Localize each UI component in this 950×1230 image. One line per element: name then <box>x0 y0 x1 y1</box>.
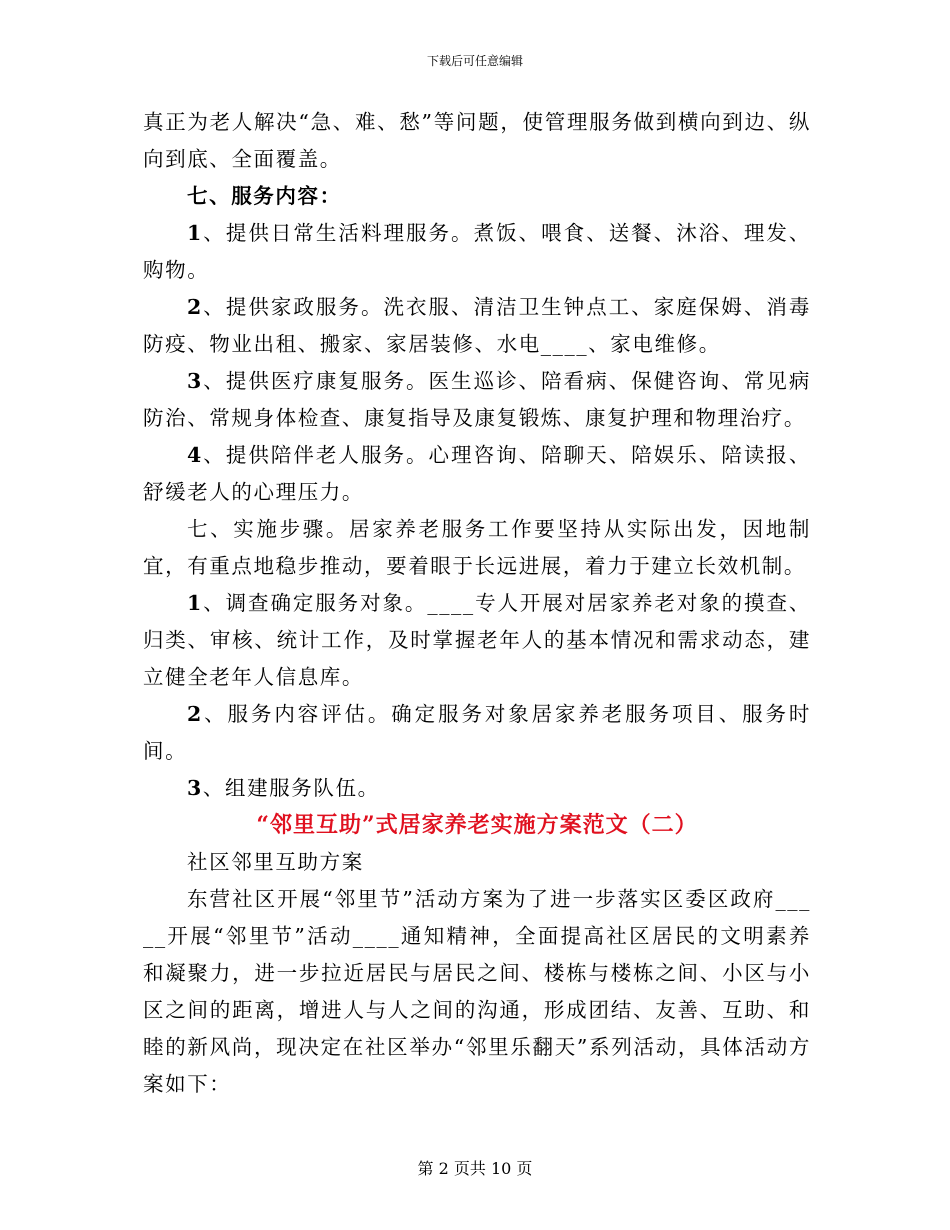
item-number: 2 <box>187 295 203 319</box>
list-item <box>143 363 811 437</box>
document-body <box>143 104 811 1103</box>
list-item <box>143 770 811 807</box>
item-number: 3 <box>187 776 203 800</box>
list-item <box>143 696 811 770</box>
item-text: 、提供陪伴老人服务。心理咨询、陪聊天、陪娱乐、陪读报、舒缓老人的心理压力。 <box>143 443 811 504</box>
item-number: 2 <box>187 702 203 726</box>
list-item <box>143 215 811 289</box>
subtitle: 社区邻里互助方案 <box>187 850 364 874</box>
list-item <box>143 585 811 696</box>
item-number: 4 <box>187 443 203 467</box>
item-text: 、调查确定服务对象。____专人开展对居家养老对象的摸查、归类、审核、统计工作，及时掌握老年人的基本情况和需求动态，建立健全老年人信息库。 <box>143 591 811 689</box>
item-text: 、组建服务队伍。 <box>202 776 380 800</box>
page-footer: 第 2 页共 10 页 <box>417 1159 533 1178</box>
section-title: 七、服务内容： <box>187 184 342 208</box>
item-number: 3 <box>187 369 203 393</box>
page-header: 下载后可任意编辑 <box>426 54 523 68</box>
item-text: 、提供家政服务。洗衣服、清洁卫生钟点工、家庭保姆、消毒防疫、物业出租、搬家、家居装修、水电____、家电维修。 <box>143 295 811 356</box>
item-number: 1 <box>187 221 203 245</box>
paragraph: 东营社区开展“邻里节”活动方案为了进一步落实区委区政府_____开展“邻里节”活动____通知精神，全面提高社区居民的文明素养和凝聚力，进一步拉近居民与居民之间、楼栋与楼栋之间、小区与小区之间的距离，增进人与人之间的沟通，形成团结、友善、互助、和睦的新风尚，现决定在社区举办“邻里乐翻天”系列活动，具体活动方案如下： <box>143 887 811 1096</box>
paragraph: 七、实施步骤。居家养老服务工作要坚持从实际出发，因地制宜，有重点地稳步推动，要着眼于长远进展，着力于建立长效机制。 <box>143 517 811 578</box>
document-heading: “邻里互助”式居家养老实施方案范文（二） <box>256 812 698 838</box>
list-item <box>143 289 811 363</box>
paragraph: 真正为老人解决“急、难、愁”等问题，使管理服务做到横向到边、纵向到底、全面覆盖。 <box>143 110 811 171</box>
item-number: 1 <box>187 591 203 615</box>
list-item <box>143 437 811 511</box>
item-text: 、服务内容评估。确定服务对象居家养老服务项目、服务时间。 <box>143 702 811 763</box>
item-text: 、提供医疗康复服务。医生巡诊、陪看病、保健咨询、常见病防治、常规身体检查、康复指导及康复锻炼、康复护理和物理治疗。 <box>143 369 811 430</box>
item-text: 、提供日常生活料理服务。煮饭、喂食、送餐、沐浴、理发、购物。 <box>143 221 811 282</box>
